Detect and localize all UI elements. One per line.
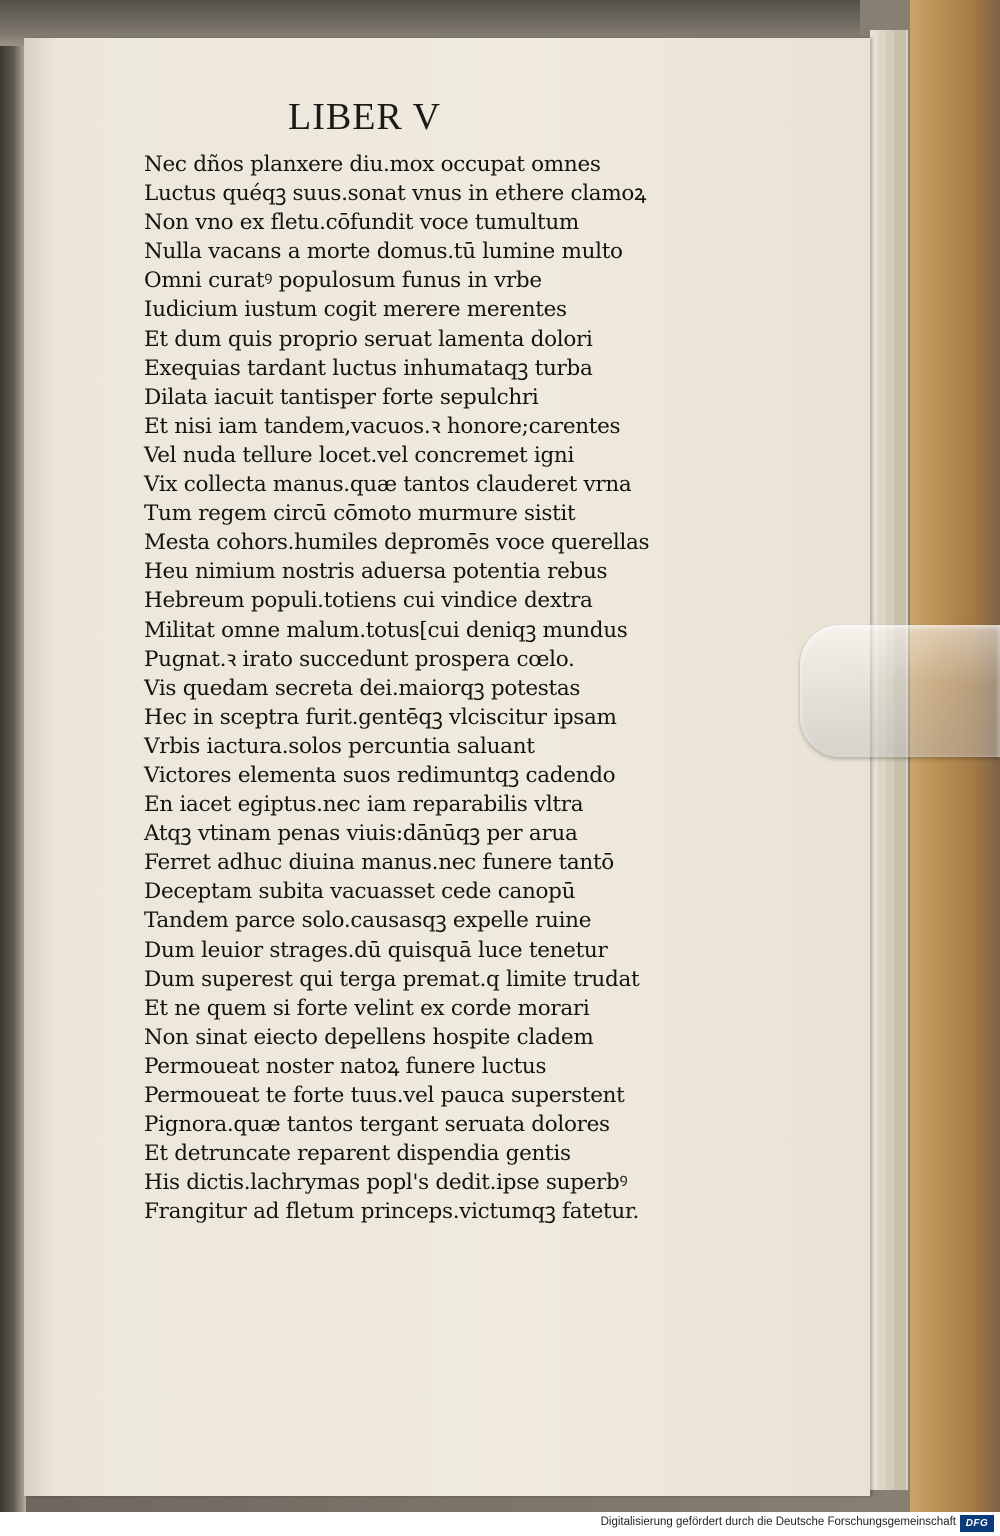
- verse-line: Ferret adhuc diuina manus.nec funere tantō: [144, 850, 614, 876]
- verse-line: Iudicium iustum cogit merere merentes: [144, 297, 567, 323]
- verse-line: Permoueat noster natoꝝ funere luctus: [144, 1053, 547, 1079]
- verse-line: Non sinat eiecto depellens hospite cladem: [144, 1024, 594, 1050]
- verse-line: Omni curatꝰ populosum funus in vrbe: [144, 268, 542, 294]
- verse-line: Dum superest qui terga premat.q limite trudat: [144, 966, 640, 992]
- verse-line: Permoueat te forte tuus.vel pauca superstent: [144, 1083, 625, 1108]
- verse-line: Non vno ex fletu.cōfundit voce tumultum: [144, 210, 579, 236]
- dfg-logo: DFG: [960, 1515, 994, 1532]
- verse-line: Dum leuior strages.dū quisquā luce tenetur: [144, 937, 608, 963]
- page-clip: [800, 625, 1000, 757]
- verse-line: Tum regem circū cōmoto murmure sistit: [144, 501, 576, 527]
- verse-line: Et nisi iam tandem,vacuos.ꝛ honore;carentes: [144, 413, 621, 439]
- footer-credit: Digitalisierung gefördert durch die Deutsche Forschungsgemeinschaft: [600, 1516, 956, 1528]
- verse-line: Pignora.quæ tantos tergant seruata dolores: [144, 1112, 610, 1138]
- verse-line: Hec in sceptra furit.gentēqꝫ vlciscitur ipsam: [144, 704, 617, 730]
- verse-line: His dictis.lachrymas popl's dedit.ipse superbꝰ: [144, 1170, 628, 1196]
- verse-line: Et detruncate reparent dispendia gentis: [144, 1141, 571, 1167]
- verse-line: Hebreum populi.totiens cui vindice dextra: [144, 588, 593, 614]
- verse-line: Frangitur ad fletum princeps.victumqꝫ fatetur.: [144, 1199, 640, 1225]
- verse-line: En iacet egiptus.nec iam reparabilis vltra: [144, 792, 584, 818]
- verse-line: Vix collecta manus.quæ tantos clauderet vrna: [144, 472, 632, 498]
- verse-line: Victores elementa suos redimuntqꝫ cadendo: [144, 762, 616, 788]
- verse-line: Dilata iacuit tantisper forte sepulchri: [144, 384, 539, 410]
- verse-line: Luctus quéqꝫ suus.sonat vnus in ethere clamoꝝ: [144, 181, 647, 207]
- verse-line: Et ne quem si forte velint ex corde morari: [144, 995, 590, 1021]
- left-page-edge: [0, 0, 26, 1512]
- page-heading: LIBER V: [288, 96, 442, 138]
- verse-list: [144, 150, 649, 1226]
- verse-line: Exequias tardant luctus inhumataqꝫ turba: [144, 355, 593, 381]
- verse-line: Vis quedam secreta dei.maiorqꝫ potestas: [144, 675, 581, 701]
- verse-line: Militat omne malum.totus[cui deniqꝫ mundus: [144, 617, 628, 643]
- verse-line: Pugnat.ꝛ irato succedunt prospera cœlo.: [144, 646, 575, 672]
- footer-bar: [0, 1512, 1000, 1536]
- verse-line: Heu nimium nostris aduersa potentia rebus: [144, 559, 608, 585]
- verse-line: Et dum quis proprio seruat lamenta dolori: [144, 326, 593, 352]
- verse-line: Tandem parce solo.causasqꝫ expelle ruine: [144, 908, 592, 934]
- verse-line: Vrbis iactura.solos percuntia saluant: [144, 733, 535, 759]
- verse-line: Nec dños planxere diu.mox occupat omnes: [144, 152, 601, 177]
- verse-line: Mesta cohors.humiles depromēs voce querellas: [144, 530, 650, 556]
- verse-line: Deceptam subita vacuasset cede canopū: [144, 879, 576, 905]
- verse-line: Vel nuda tellure locet.vel concremet igni: [144, 442, 575, 468]
- page-stack: [894, 30, 908, 1490]
- verse-line: Atqꝫ vtinam penas viuis:dānūqꝫ per arua: [144, 821, 578, 847]
- verse-line: Nulla vacans a morte domus.tū lumine multo: [144, 239, 623, 265]
